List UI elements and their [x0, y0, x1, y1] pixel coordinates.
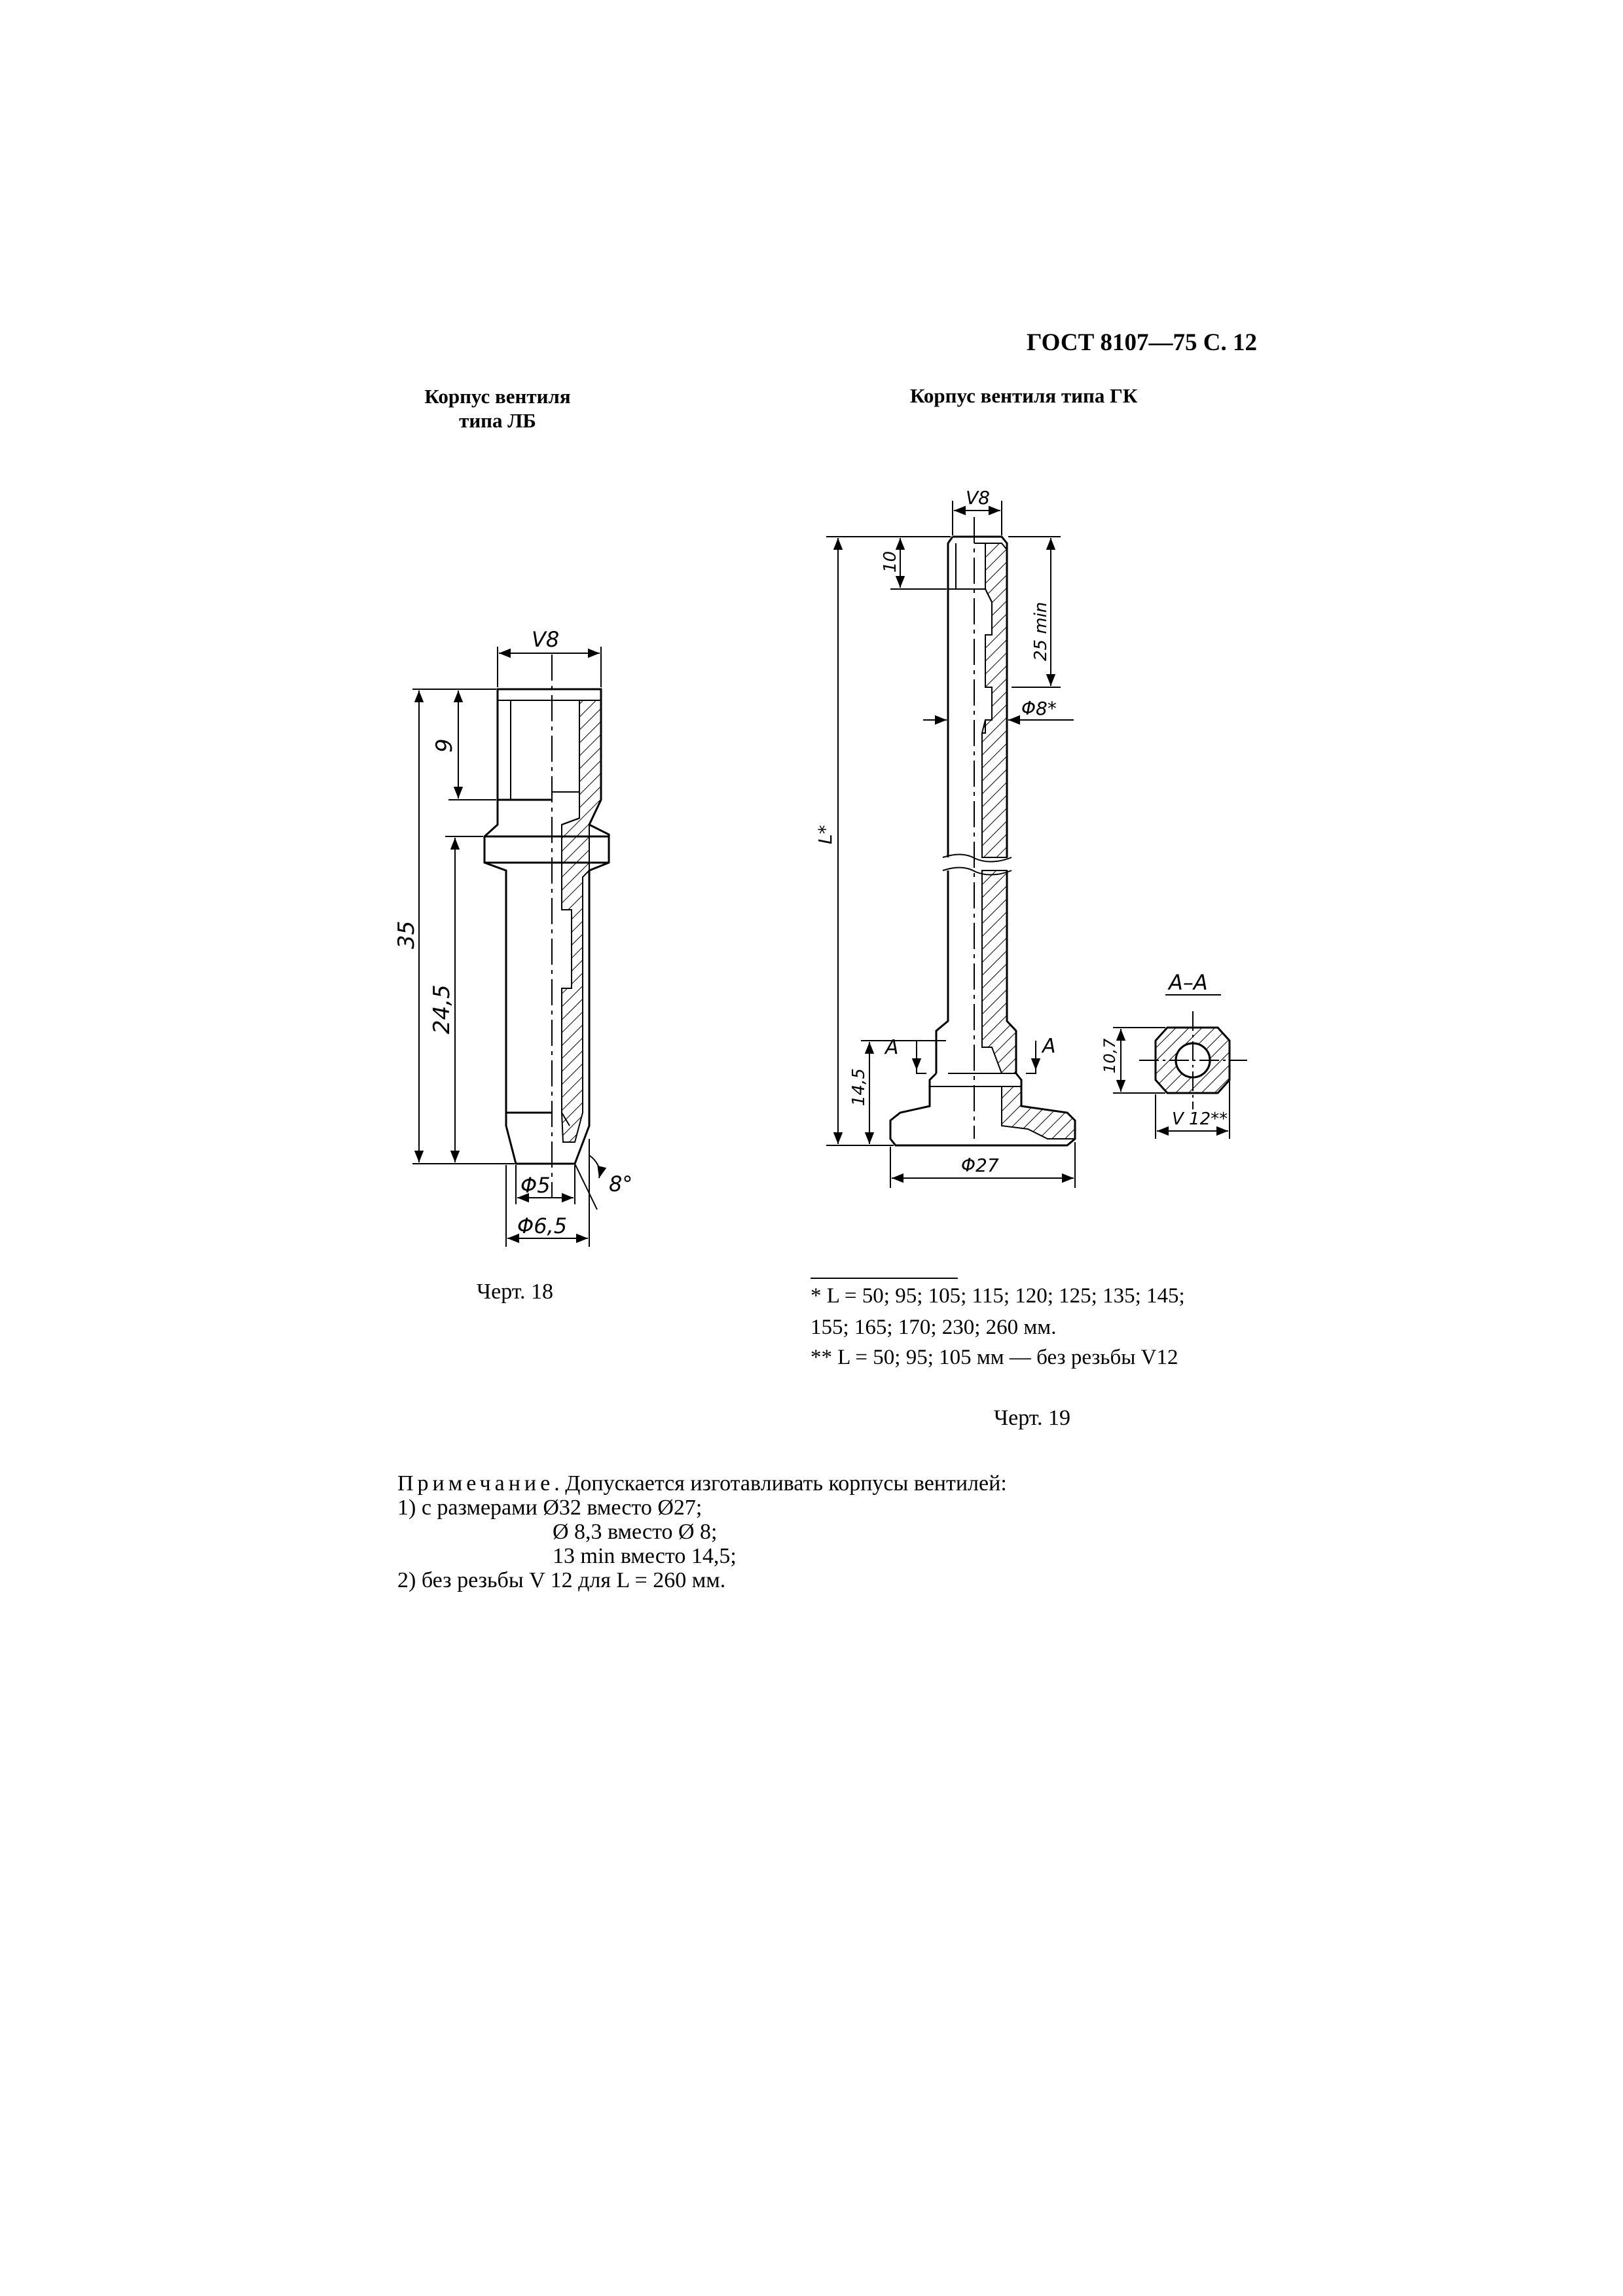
section-dim-v12: V 12** — [1172, 1109, 1228, 1129]
fig18-dim-9: 9 — [431, 738, 458, 753]
left-title-line2: типа ЛБ — [459, 409, 536, 433]
fig19-dim-phi8: Φ8* — [1021, 698, 1057, 719]
fig19-section-mark-right: A — [1042, 1035, 1056, 1058]
fig19-dim-v8: V8 — [966, 487, 990, 509]
note-line-1: 1) с размерами Ø32 вместо Ø27; — [397, 1496, 702, 1520]
footnote-rule — [811, 1278, 958, 1279]
section-dim-10-7: 10,7 — [1101, 1038, 1119, 1073]
fig19-dim-phi27: Φ27 — [961, 1155, 999, 1176]
fig18-caption: Черт. 18 — [477, 1280, 554, 1304]
footnote-line-3: ** L = 50; 95; 105 мм — без резьбы V12 — [811, 1346, 1178, 1369]
fig18-dim-24-5: 24,5 — [429, 984, 455, 1034]
footnote-line-2: 155; 165; 170; 230; 260 мм. — [811, 1316, 1057, 1339]
note-line-2: Ø 8,3 вместо Ø 8; — [553, 1520, 718, 1544]
note-line-3: 13 min вместо 14,5; — [553, 1544, 737, 1568]
section-a-a-title: A–A — [1169, 970, 1208, 995]
fig18-dim-35: 35 — [393, 920, 420, 949]
note-text: . Допускается изготавливать корпусы вентилей: — [554, 1471, 1007, 1496]
fig18-dim-phi5: Φ5 — [520, 1173, 551, 1198]
fig19-dim-14-5: 14,5 — [849, 1068, 869, 1106]
footnote-line-1: * L = 50; 95; 105; 115; 120; 125; 135; 145; — [811, 1284, 1185, 1308]
fig19-caption: Черт. 19 — [994, 1406, 1071, 1430]
note-label: Примечание — [397, 1471, 555, 1496]
fig19-dim-25min: 25 min — [1031, 601, 1051, 661]
note-line-4: 2) без резьбы V 12 для L = 260 мм. — [397, 1568, 726, 1592]
fig19-dim-L: L* — [814, 825, 836, 844]
fig19-section-mark-left: A — [885, 1036, 899, 1059]
left-title-line1: Корпус вентиля — [424, 385, 571, 408]
note-heading — [397, 1471, 1007, 1496]
fig18-dim-v8: V8 — [532, 627, 560, 652]
fig18-dim-phi6-5: Φ6,5 — [517, 1213, 568, 1238]
right-title: Корпус вентиля типа ГК — [910, 384, 1138, 407]
note-block — [397, 1471, 1007, 1592]
fig19-dim-10: 10 — [881, 550, 900, 573]
fig18-dim-angle: 8° — [609, 1172, 633, 1196]
fig18-drawing — [484, 655, 609, 1198]
page-code: ГОСТ 8107—75 С. 12 — [1027, 329, 1257, 356]
